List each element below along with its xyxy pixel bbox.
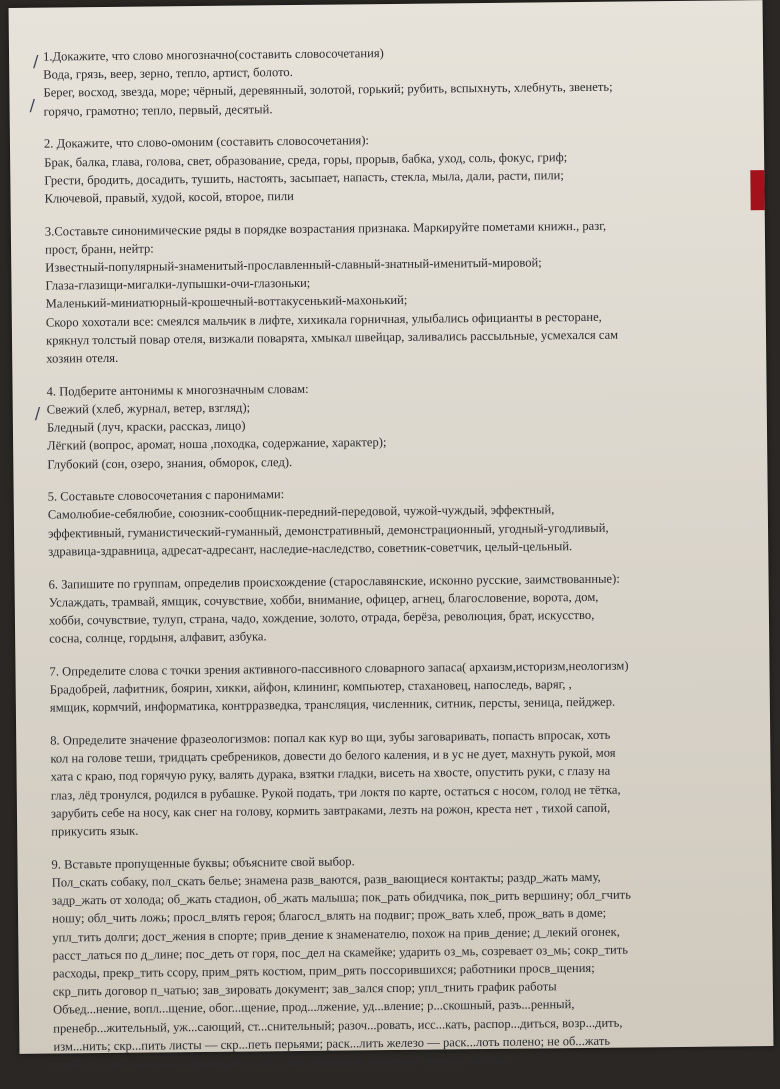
task-line: Брак, балка, глава, голова, свет, образование, среда, горы, прорыв, бабка, уход, соль, фокус, гриф; [44, 149, 568, 170]
task-line: Лёгкий (вопрос, аромат, ноша ,походка, содержание, характер); [47, 435, 387, 453]
task-heading: 3.Составьте синонимические ряды в порядке возрастания признака. Маркируйте пометами книжн., разг, [44, 218, 607, 239]
task-line: хобби, сочувствие, тулуп, страна, чадо, хождение, золото, отрада, берёза, революция, брат, искусство, [48, 607, 595, 628]
task-line: горячо, грамотно; тепло, первый, десятый. [43, 101, 273, 119]
task-block [48, 568, 729, 648]
task-line: скр_пить договор п_чатью; зав_зировать документ; зав_зался спор; упл_тнить график работы [52, 979, 557, 999]
task-heading: 6. Запишите по группам, определив происхождение (старославянские, исконно русские, заимствованные): [48, 571, 620, 592]
task-block [44, 128, 725, 208]
task-line: зарубить себе на носу, как снег на голову, кормить завтраками, лезть на рожон, креста нет , тихой сапой, [50, 800, 611, 821]
task-block [48, 481, 729, 561]
pen-tick-mark: / [33, 51, 39, 71]
task-line: кол на голове теши, тридцать сребреников, довести до белого каления, и в ус не дует, махнуть рукой, моя [50, 745, 616, 766]
task-line: ношу; обл_чить ложь; просл_влять героя; благосл_влять на подвиг; прож_вать хлеб, прож_вать в доме; [52, 906, 607, 926]
task-line: Скоро хохотали все: смеялся мальчик в лифте, хихикала горничная, улыбались официанты в ресторане, [45, 309, 602, 330]
task-line: изм...нить; скр...пить листы — скр...петь перьями; раск...лить железо — раск...лоть полено; не об...жать [53, 1033, 611, 1054]
task-line: Глубокий (сон, озеро, знания, обморок, след). [47, 454, 293, 472]
task-line: Ключевой, правый, худой, косой, второе, пили [44, 188, 294, 206]
task-line: расходы, прекр_тить ссору, прим_рять костюм, прим_рять поссорившихся; работники просв_щения; [52, 960, 595, 981]
document-body [43, 40, 734, 1088]
pen-tick-mark: / [29, 95, 36, 115]
red-ribbon [750, 170, 764, 210]
task-line: хозяин отеля. [46, 350, 119, 366]
task-line: прост, бранн, нейтр: [45, 241, 154, 257]
task-line: Маленький-миниатюрный-крошечный-воттакусенький-махонький; [45, 293, 408, 312]
task-heading: 4. Подберите антонимы к многозначным словам: [46, 381, 309, 399]
task-line: расст_латься по д_лине; пос_деть от горя, пос_дел на скамейке; ударить оз_мь, созревает оз_мь; сокр_тить [52, 942, 629, 963]
task-line: Берег, восход, звезда, море; чёрный, деревянный, золотой, горький; рубить, вспыхнуть, хлебнуть, звенеть; [43, 80, 613, 101]
task-block [50, 724, 731, 840]
paper-sheet [9, 0, 774, 1072]
task-block [49, 655, 730, 717]
task-heading: 9. Вставьте пропущенные буквы; объясните свой выбор. [51, 854, 355, 872]
task-line: здравица-здравница, адресат-адресант, наследие-наследство, советник-советчик, целый-цельный. [48, 538, 573, 559]
task-line: Брадобрей, лафитник, боярин, хикки, айфон, клининг, компьютер, стахановец, напоследь, варяг, , [49, 677, 572, 697]
task-block [43, 40, 724, 120]
task-block [51, 848, 733, 1074]
task-line: хата с краю, под горячую руку, валять дурака, взятки гладки, висеть на хвосте, опустить руки, с глазу на [50, 764, 611, 784]
task-block [46, 375, 727, 473]
task-line: глаз, лёд тронулся, родился в рубашке. Рукой подать, три локтя по карте, остаться с носом, голод не тётка, [50, 782, 621, 803]
task-line: Бледный (луч, краски, рассказ, лицо) [46, 418, 246, 435]
task-line: Вода, грязь, веер, зерно, тепло, артист, болото. [43, 65, 293, 82]
task-line: задр_жать от холода; об_жать стадион, об_жать малыша; пок_рать обидчика, пок_рить вершину; обл_гчить [51, 887, 631, 908]
task-line: Услаждать, трамвай, ямщик, сочувствие, хобби, внимание, офицер, агнец, благословение, ворота, дом, [48, 589, 599, 610]
task-heading: 7. Определите слова с точки зрения активного-пассивного словарного запаса( архаизм,историзм,неологизм) [49, 658, 629, 679]
task-line: слабых — об...жать всю территорию; овл...деть знаниями, любимый препод...ватель, [53, 1052, 509, 1072]
pen-tick-mark: / [34, 403, 41, 423]
task-heading: 8. Определите значение фразеологизмов: попал как кур во щи, зубы заговаривать, попасть впросак, хоть [50, 727, 611, 748]
task-line: Глаза-глазищи-мигалки-лупышки-очи-глазоньки; [45, 276, 311, 293]
task-line: Пол_скать собаку, пол_скать белье; знамена разв_ваются, разв_вающиеся контакты; раздр_жать маму, [51, 869, 601, 890]
task-line: ямщик, кормчий, информатика, контрразведка, трансляция, численник, ситник, персты, зеница, пейджер. [49, 694, 616, 715]
task-line: Свежий (хлеб, журнал, ветер, взгляд); [46, 400, 251, 417]
task-heading: 1.Докажите, что слово многозначно(составить словосочетания) [42, 46, 384, 64]
task-line: Самолюбие-себялюбие, союзник-сообщник-передний-передовой, чужой-чуждый, эффектный, [47, 502, 555, 523]
task-line: Грести, бродить, досадить, тушить, настоять, засыпает, напасть, стекла, мыла, дали, расти, пили; [44, 167, 564, 188]
task-line: сосна, солнце, гордыня, алфавит, азбука. [49, 629, 267, 646]
task-heading: 2. Докажите, что слово-омоним (составить словосочетания): [43, 133, 370, 151]
task-line: крякнул толстый повар отеля, визжали поварята, хмыкал швейцар, заливались рассыльные, усмехался сам [45, 327, 619, 348]
task-line: пренебр...жительный, уж...сающий, ст...снительный; разоч...ровать, исс...кать, распор...диться, возр...дить, [53, 1015, 623, 1036]
task-line: Объед...нение, вопл...щение, обог...щение, прод...лжение, уд...вление; р...скошный, разъ...ренный, [52, 997, 575, 1017]
task-heading: 5. Составьте словосочетания с паронимами: [47, 487, 285, 504]
task-block [45, 215, 726, 368]
task-line: упл_тить долги; дост_жения в спорте; прив_дение к знаменателю, похож на прив_дение; д_лекий огонек, [52, 924, 620, 945]
task-line: эффективный, гуманистический-гуманный, демонстративный, демонстрационный, угодный-угодливый, [47, 520, 609, 541]
task-line: прикусить язык. [51, 823, 139, 839]
task-line: Известный-популярный-знаменитый-прославленный-славный-знатный-именитый-мировой; [45, 255, 542, 275]
